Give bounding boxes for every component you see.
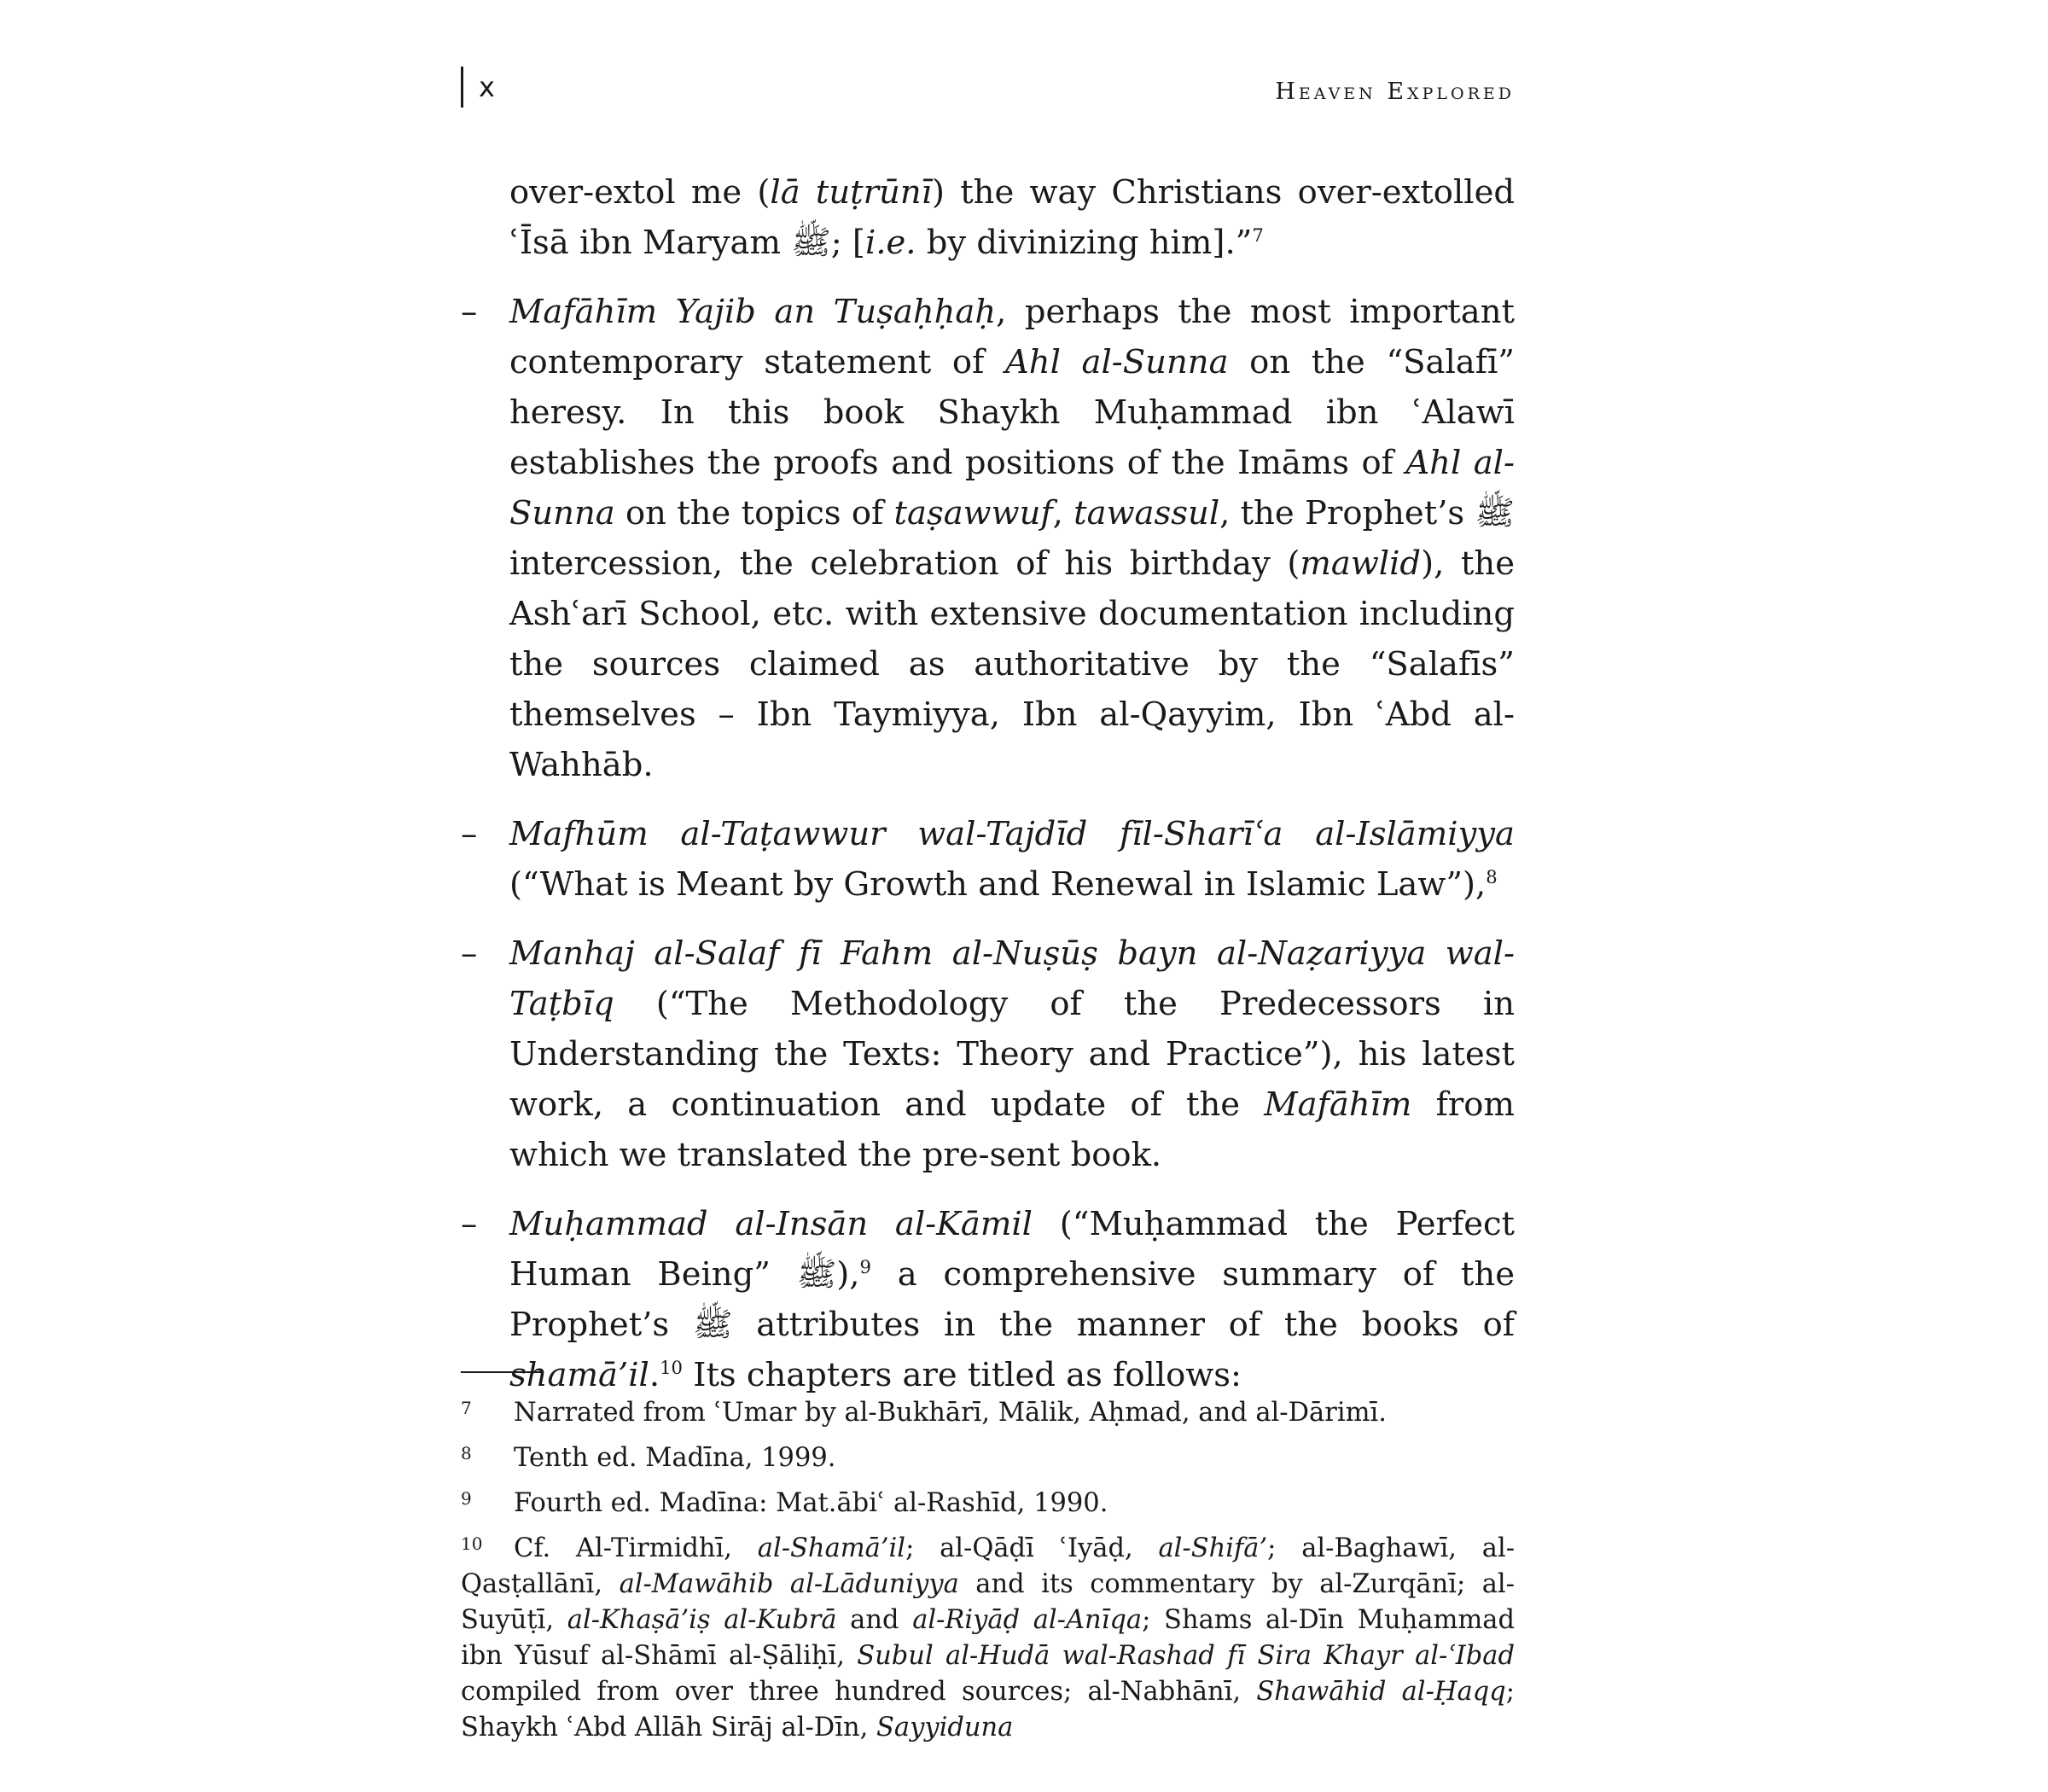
book-title: Manhaj al-Salaf fī Fahm al-Nuṣūṣ bayn al-Naẓariyya wal-Taṭbīq [509,934,1515,1023]
text-run: (“Muḥammad the Perfect Human Being” ﷺ), [509,1205,1516,1294]
footnote-ref: 10 [660,1357,684,1379]
text-run: ; Shams al-Dīn Muḥammad ibn Yūsuf al-Shāmī al-Ṣāliḥī, [461,1605,1515,1671]
text-run: a comprehensive summary of the Prophet’s ﷺ attributes in the manner of the books of [509,1255,1516,1344]
text-run: , the Prophet’s ﷺ intercession, the celebration of his birthday ( [509,494,1515,583]
footnote [461,1486,1515,1521]
text-run: Its chapters are titled as follows: [683,1356,1242,1394]
list-item [461,1199,1515,1400]
book-title: Mafāhīm Yajib an Tuṣaḥḥaḥ [509,293,997,331]
text-run: (“What is Meant by Growth and Renewal in Islamic Law”), [509,865,1487,904]
text-run: from which we translated the pre-sent book. [509,1085,1515,1174]
italic-term: Subul al-Hudā wal-Rashad fī Sira Khayr al-ʿIbad [857,1641,1515,1671]
text-run: Fourth ed. Madīna: Mat.ābiʿ al-Rashīd, 1990. [514,1488,1108,1518]
text-run: ; al-Qāḍī ʿIyāḍ, [905,1533,1159,1563]
list-item [461,928,1515,1180]
text-run: compiled from over three hundred sources; al-Nabhānī, [461,1677,1257,1707]
list-dash: – [461,293,478,331]
running-head: Heaven Explored [1275,79,1515,105]
continuation-paragraph [461,167,1515,268]
text-run: (“The Methodology of the Predecessors in Understanding the Texts: Theory and Practice”), his latest work, a continuation and update of the [509,985,1515,1124]
footnote [461,1531,1515,1746]
footnote-rule [461,1371,543,1373]
italic-term: lā tuṭrūnī [770,173,932,212]
footnote-number: 10 [461,1533,483,1554]
text-run: Narrated from ʿUmar by al-Bukhārī, Mālik, Aḥmad, and al-Dārimī. [514,1398,1387,1428]
list-item [461,809,1515,910]
text-run: and [836,1605,913,1635]
text-run: Tenth ed. Madīna, 1999. [514,1443,836,1473]
list-dash: – [461,934,478,973]
footnote-ref: 8 [1486,866,1498,888]
italic-term: al-Mawāhib al-Lāduniyya [619,1569,959,1599]
italic-term: tawassul [1073,494,1220,532]
text-run: over-extol me ( [509,173,771,212]
text-run: ) the way Christians over-extolled ʿĪsā ibn Maryam ﷺ; [ [509,173,1516,262]
text-run: Cf. Al-Tirmidhī, [514,1533,758,1563]
footnote-ref: 9 [859,1256,871,1278]
italic-term: Ahl al-Sunna [1004,343,1229,381]
text-run: ), the Ashʿarī School, etc. with extensive documentation including the sources claimed as authoritative by the “Salafīs” themselves – Ibn Taymiyya, Ibn al-Qayyim, Ibn ʿAbd al-Wahhāb. [509,544,1515,784]
italic-term: Shawāhid al-Ḥaqq [1256,1677,1506,1707]
text-run: on the topics of [614,494,894,532]
footnote-number: 8 [461,1443,472,1463]
text-run: , [1052,494,1074,532]
italic-term: al-Shifā’ [1158,1533,1268,1563]
text-run: ; al-Baghawī, al-Qasṭallānī, [461,1533,1516,1599]
italic-term: Sayyiduna [876,1713,1014,1743]
text-run: on the “Salafī” heresy. In this book Shaykh Muḥammad ibn ʿAlawī establishes the proofs and positions of the Imāms of [509,343,1515,482]
footnote-ref: 7 [1252,224,1264,247]
list-dash: – [461,815,478,853]
footnote-number: 7 [461,1398,472,1418]
book-title: Muḥammad al-Insān al-Kāmil [509,1205,1033,1243]
book-title: Mafhūm al-Taṭawwur wal-Tajdīd fīl-Sharīʿa al-Islāmiyya [509,815,1515,853]
italic-term: al-Shamā’il [757,1533,906,1563]
body-text [461,167,1515,1419]
text-run: , perhaps the most important contemporary statement of [509,293,1515,381]
italic-term: Mafāhīm [1264,1085,1412,1124]
italic-term: al-Riyāḍ al-Anīqa [912,1605,1143,1635]
list-item [461,287,1515,790]
italic-term: Ahl al-Sunna [509,444,1515,532]
italic-term: shamā’il [509,1356,649,1394]
text-run: . [649,1356,660,1394]
italic-term: mawlid [1300,544,1422,583]
text-run: ; Shaykh ʿAbd Allāh Sirāj al-Dīn, [461,1677,1515,1743]
page-number: x [461,67,495,108]
footnote [461,1440,1515,1476]
text-run: by divinizing him].” [916,224,1253,262]
list-dash: – [461,1205,478,1243]
footnote [461,1395,1515,1431]
italic-term: al-Khaṣā’iṣ al-Kubrā [567,1605,837,1635]
text-run: and its commentary by al-Zurqānī; al-Suyūṭī, [461,1569,1515,1635]
italic-term: taṣawwuf [893,494,1053,532]
italic-term: i.e. [864,224,916,262]
footnotes [461,1371,1515,1755]
footnote-number: 9 [461,1488,472,1509]
